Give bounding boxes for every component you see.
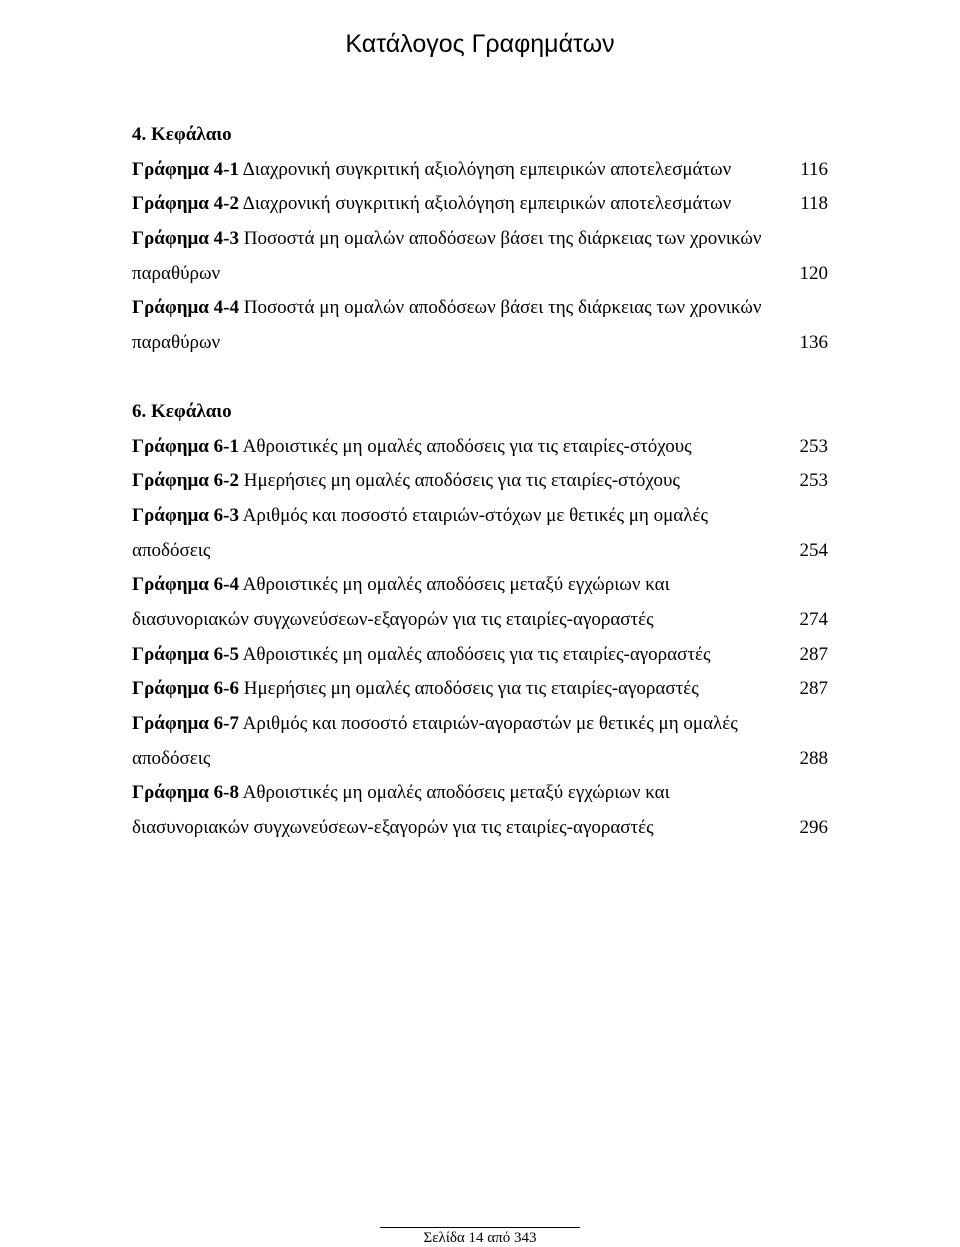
- toc-entry-line: [132, 811, 828, 846]
- toc-entry[interactable]: [132, 153, 828, 188]
- toc-entry-text: [132, 638, 711, 673]
- page-number: 274: [799, 608, 828, 630]
- toc-entry-line: [132, 222, 828, 257]
- toc-entry[interactable]: [132, 499, 828, 568]
- toc-entry[interactable]: [132, 707, 828, 776]
- figure-caption: παραθύρων: [132, 332, 221, 354]
- figure-caption: Αθροιστικές μη ομαλές αποδόσεις για τις εταιρίες-στόχους: [242, 435, 692, 457]
- toc-entry-text: [132, 811, 654, 846]
- page-number: 254: [799, 539, 828, 561]
- figure-caption: αποδόσεις: [132, 539, 211, 561]
- toc-entry-text: [132, 603, 654, 638]
- page-number: 296: [799, 817, 828, 839]
- toc-entry-text: [132, 222, 761, 257]
- figure-caption: Διαχρονική συγκριτική αξιολόγηση εμπειρικών αποτελεσμάτων: [242, 193, 732, 215]
- figure-caption: διασυνοριακών συγχωνεύσεων-εξαγορών για τις εταιρίες-αγοραστές: [132, 608, 654, 630]
- figure-label: Γράφημα 6-4: [132, 574, 239, 596]
- toc-entry-line: [132, 672, 828, 707]
- page-number: 116: [800, 158, 828, 180]
- page-number: 120: [799, 262, 828, 284]
- toc-entry-line: [132, 776, 828, 811]
- toc-entry-line: [132, 291, 828, 326]
- toc-entry-text: [132, 742, 210, 777]
- toc-entry-line: [132, 568, 828, 603]
- toc-entry-line: [132, 534, 828, 569]
- toc-entry-text: [132, 326, 220, 361]
- toc-entry-line: [132, 257, 828, 292]
- toc-entry-text: [132, 499, 708, 534]
- figure-label: Γράφημα 6-6: [132, 678, 239, 700]
- figure-label: Γράφημα 6-8: [132, 782, 239, 804]
- chapter-heading: 6. Κεφάλαιο: [132, 400, 232, 422]
- figure-caption: Αθροιστικές μη ομαλές αποδόσεις για τις εταιρίες-αγοραστές: [242, 643, 711, 665]
- figure-label: Γράφημα 6-5: [132, 643, 239, 665]
- figure-caption: Ποσοστά μη ομαλών αποδόσεων βάσει της διάρκειας των χρονικών: [243, 297, 762, 319]
- page-number: 253: [799, 435, 828, 457]
- toc-entry[interactable]: [132, 568, 828, 637]
- toc-entry-text: [132, 187, 731, 222]
- figure-caption: διασυνοριακών συγχωνεύσεων-εξαγορών για τις εταιρίες-αγοραστές: [132, 817, 654, 839]
- figure-caption: Αθροιστικές μη ομαλές αποδόσεις μεταξύ εγχώριων και: [242, 782, 670, 804]
- page-number: 253: [799, 470, 828, 492]
- toc-entry[interactable]: [132, 776, 828, 845]
- toc-section: [132, 395, 828, 846]
- toc-entry-line: [132, 707, 828, 742]
- chapter-heading: 4. Κεφάλαιο: [132, 124, 232, 145]
- footer-divider: [380, 1227, 580, 1228]
- figure-label: Γράφημα 6-3: [132, 504, 239, 526]
- toc-entry[interactable]: [132, 187, 828, 222]
- toc-entry-text: [132, 464, 680, 499]
- page-number: 287: [799, 643, 828, 665]
- figure-label: Γράφημα 6-7: [132, 713, 239, 735]
- figure-label: Γράφημα 6-1: [132, 435, 239, 457]
- toc-entry-text: [132, 534, 210, 569]
- toc-entry-text: [132, 430, 692, 465]
- toc-entry-text: [132, 257, 220, 292]
- toc-entry-line: [132, 499, 828, 534]
- toc-entry[interactable]: [132, 638, 828, 673]
- toc-entry-line: [132, 153, 828, 188]
- toc-entry-text: [132, 291, 761, 326]
- figure-caption: Αθροιστικές μη ομαλές αποδόσεις μεταξύ εγχώριων και: [242, 574, 670, 596]
- page-number-footer: Σελίδα 14 από 343: [423, 1230, 537, 1246]
- toc-entry-line: [132, 742, 828, 777]
- toc-entry-text: [132, 568, 670, 603]
- figure-label: Γράφημα 4-2: [132, 193, 239, 215]
- table-of-figures: [132, 118, 828, 846]
- page-number: 287: [799, 678, 828, 700]
- toc-entry-line: [132, 638, 828, 673]
- figure-caption: παραθύρων: [132, 262, 221, 284]
- figure-caption: Διαχρονική συγκριτική αξιολόγηση εμπειρικών αποτελεσμάτων: [242, 158, 732, 180]
- page-number: 118: [800, 193, 828, 215]
- toc-entry[interactable]: [132, 430, 828, 465]
- figure-caption: Ημερήσιες μη ομαλές αποδόσεις για τις εταιρίες-στόχους: [243, 470, 680, 492]
- figure-caption: Αριθμός και ποσοστό εταιριών-στόχων με θετικές μη ομαλές: [242, 504, 708, 526]
- toc-entry[interactable]: [132, 464, 828, 499]
- toc-entry-text: [132, 672, 699, 707]
- toc-entry-line: [132, 464, 828, 499]
- toc-entry[interactable]: [132, 291, 828, 360]
- figure-caption: Ημερήσιες μη ομαλές αποδόσεις για τις εταιρίες-αγοραστές: [243, 678, 699, 700]
- page-title: Κατάλογος Γραφημάτων: [345, 30, 615, 58]
- toc-section: [132, 118, 828, 361]
- toc-entry-line: [132, 187, 828, 222]
- toc-entry-text: [132, 153, 731, 188]
- figure-label: Γράφημα 4-1: [132, 158, 239, 180]
- figure-caption: αποδόσεις: [132, 747, 211, 769]
- toc-entry-text: [132, 776, 670, 811]
- toc-entry[interactable]: [132, 222, 828, 291]
- figure-label: Γράφημα 4-3: [132, 228, 239, 250]
- figure-caption: Αριθμός και ποσοστό εταιριών-αγοραστών με θετικές μη ομαλές: [242, 713, 738, 735]
- toc-entry-line: [132, 326, 828, 361]
- figure-label: Γράφημα 6-2: [132, 470, 239, 492]
- toc-entry-text: [132, 707, 738, 742]
- page-number: 136: [799, 332, 828, 354]
- toc-entry-line: [132, 430, 828, 465]
- toc-entry[interactable]: [132, 672, 828, 707]
- figure-label: Γράφημα 4-4: [132, 297, 239, 319]
- toc-entry-line: [132, 603, 828, 638]
- page-number: 288: [799, 747, 828, 769]
- figure-caption: Ποσοστά μη ομαλών αποδόσεων βάσει της διάρκειας των χρονικών: [243, 228, 762, 250]
